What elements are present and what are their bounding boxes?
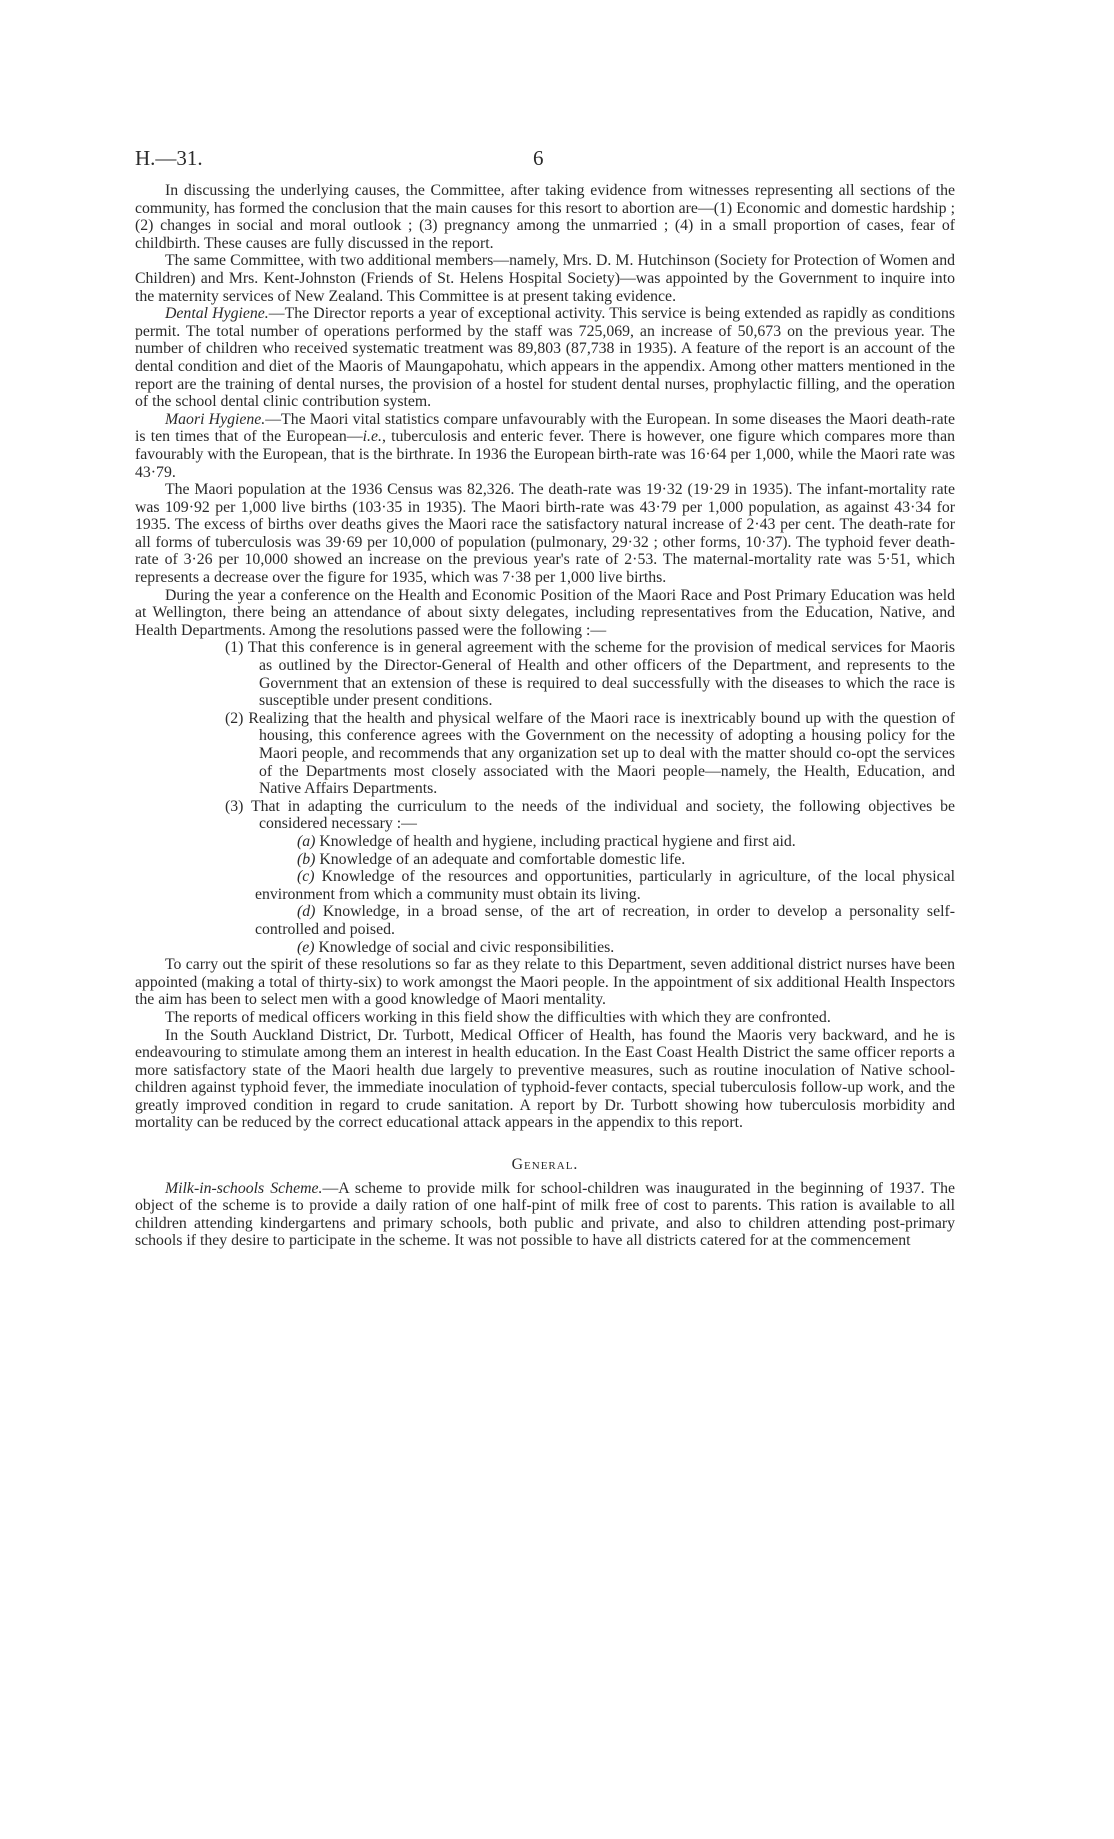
section-heading-general: General. bbox=[511, 1156, 579, 1174]
paragraph-conference: During the year a conference on the Health and Economic Position of the Maori Race and Post Primary Education was held at Wellington, there being an attendance of about sixty delegates, including representatives from the Education, Native, and Health Departments. Among the resolutions passed were the following :— bbox=[135, 586, 955, 639]
objective-a bbox=[255, 833, 955, 851]
maori-hygiene-title: Maori Hygiene. bbox=[165, 410, 266, 428]
paragraph-abortion-causes: In discussing the underlying causes, the Committee, after taking evidence from witnesses representing all sections of the community, has formed the conclusion that the main causes for this resort to abortion are—(1) Economic and domestic hardship ; (2) changes in social and moral outlook ; (3) pregnancy among the unmarried ; (4) in a small proportion of cases, fear of childbirth. These causes are fully discussed in the report. bbox=[135, 182, 955, 252]
objective-d-text: Knowledge, in a broad sense, of the art of recreation, in order to develop a personality self-controlled and poised. bbox=[255, 903, 955, 938]
objective-d-label: (d) bbox=[297, 903, 316, 921]
maori-hygiene-text-1: —The Maori vital statistics compare unfavourably with the European. In some diseases the Maori death-rate is ten times that of the European— bbox=[135, 410, 955, 446]
paragraph-milk-in-schools bbox=[135, 1180, 955, 1250]
objective-a-text: Knowledge of health and hygiene, including practical hygiene and first aid. bbox=[319, 832, 796, 850]
page-number: 6 bbox=[533, 146, 544, 170]
dental-hygiene-text: —The Director reports a year of exceptional activity. This service is being extended as rapidly as conditions permit. The total number of operations performed by the staff was 725,069, an increase of 50,673 on the previous year. The number of children who received systematic treatment was 89,803 (87,738 in 1935). A feature of the report is an account of the dental condition and diet of the Maoris of Maungapohatu, which appears in the appendix. Among other matters mentioned in the report are the training of dental nurses, the provision of a hostel for student dental nurses, prophylactic filling, and the operation of the school dental clinic contribution system. bbox=[135, 305, 955, 411]
paragraph-dental-hygiene bbox=[135, 305, 955, 411]
milk-scheme-title: Milk-in-schools Scheme. bbox=[165, 1179, 323, 1197]
objective-b bbox=[255, 851, 955, 869]
page-body bbox=[135, 182, 955, 1250]
objective-d bbox=[255, 903, 955, 938]
objective-e-label: (e) bbox=[297, 938, 315, 956]
objective-c-label: (c) bbox=[297, 868, 315, 886]
resolution-2: (2) Realizing that the health and physical welfare of the Maori race is inextricably bound up with the question of housing, this conference agrees with the Government on the necessity of adopting a housing policy for the Maori people, and recommends that any organization set up to deal with the matter should co-opt the services of the Departments most closely associated with the Maori people—namely, the Health, Education, and Native Affairs Departments. bbox=[225, 709, 955, 798]
page-header bbox=[135, 146, 955, 172]
objective-b-label: (b) bbox=[297, 850, 316, 868]
maori-hygiene-text-2: , tuberculosis and enteric fever. There is however, one figure which compares more than favourably with the European, that is the birthrate. In 1936 the European birth-rate was 16·64 per 1,000, while the Maori rate was 43·79. bbox=[135, 428, 955, 481]
resolution-1: (1) That this conference is in general agreement with the scheme for the provision of medical services for Maoris as outlined by the Director-General of Health and other officers of the Department, and represents to the Government that an extension of these is required to deal successfully with the diseases to which the race is susceptible under present conditions. bbox=[225, 639, 955, 710]
maori-hygiene-ie: i.e. bbox=[362, 428, 382, 446]
paragraph-south-auckland: In the South Auckland District, Dr. Turbott, Medical Officer of Health, has found the Maoris very backward, and he is endeavouring to stimulate among them an interest in health education. In the East Coast Health District the same officer reports a more satisfactory state of the Maori health due largely to preventive measures, such as routine inoculation of Native school-children against typhoid fever, the immediate inoculation of typhoid-fever contacts, special tuberculosis follow-up work, and the greatly improved condition in regard to crude sanitation. A report by Dr. Turbott showing how tuberculosis morbidity and mortality can be reduced by the correct educational attack appears in the appendix to this report. bbox=[135, 1026, 955, 1132]
objective-c-text: Knowledge of the resources and opportunities, particularly in agriculture, of the local physical environment from which a community must obtain its living. bbox=[255, 868, 955, 903]
paragraph-district-nurses: To carry out the spirit of these resolutions so far as they relate to this Department, seven additional district nurses have been appointed (making a total of thirty-six) to work amongst the Maori people. In the appointment of six additional Health Inspectors the aim has been to select men with a good knowledge of Maori mentality. bbox=[135, 956, 955, 1009]
objective-a-label: (a) bbox=[297, 832, 316, 850]
paragraph-maternity-committee: The same Committee, with two additional members—namely, Mrs. D. M. Hutchinson (Society for Protection of Women and Children) and Mrs. Kent-Johnston (Friends of St. Helens Hospital Society)—was appointed by the Government to inquire into the maternity services of New Zealand. This Committee is at present taking evidence. bbox=[135, 252, 955, 305]
milk-scheme-text: —A scheme to provide milk for school-children was inaugurated in the beginning of 1937. The object of the scheme is to provide a daily ration of one half-pint of milk free of cost to parents. This ration is available to all children attending kindergartens and primary schools, both public and private, and also to children attending post-primary schools if they desire to participate in the scheme. It was not possible to have all districts catered for at the commencement bbox=[135, 1179, 955, 1250]
resolution-3: (3) That in adapting the curriculum to the needs of the individual and society, the following objectives be considered necessary :— bbox=[225, 797, 955, 833]
objective-c bbox=[255, 868, 955, 903]
objective-b-text: Knowledge of an adequate and comfortable domestic life. bbox=[319, 850, 686, 868]
objective-e bbox=[255, 939, 955, 957]
objective-e-text: Knowledge of social and civic responsibilities. bbox=[318, 938, 615, 956]
paragraph-maori-population: The Maori population at the 1936 Census was 82,326. The death-rate was 19·32 (19·29 in 1935). The infant-mortality rate was 109·92 per 1,000 live births (103·35 in 1935). The Maori birth-rate was 43·79 per 1,000 population, as against 43·34 for 1935. The excess of births over deaths gives the Maori race the satisfactory natural increase of 2·43 per cent. The death-rate for all forms of tuberculosis was 39·69 per 10,000 of population (pulmonary, 29·32 ; other forms, 10·37). The typhoid fever death-rate of 3·26 per 10,000 showed an increase on the previous year's rate of 2·53. The maternal-mortality rate was 5·51, which represents a decrease over the figure for 1935, which was 7·38 per 1,000 live births. bbox=[135, 481, 955, 587]
document-reference: H.—31. bbox=[135, 146, 203, 170]
paragraph-maori-hygiene bbox=[135, 411, 955, 481]
paragraph-medical-officers: The reports of medical officers working in this field show the difficulties with which they are confronted. bbox=[165, 1008, 831, 1026]
dental-hygiene-title: Dental Hygiene. bbox=[165, 305, 269, 323]
